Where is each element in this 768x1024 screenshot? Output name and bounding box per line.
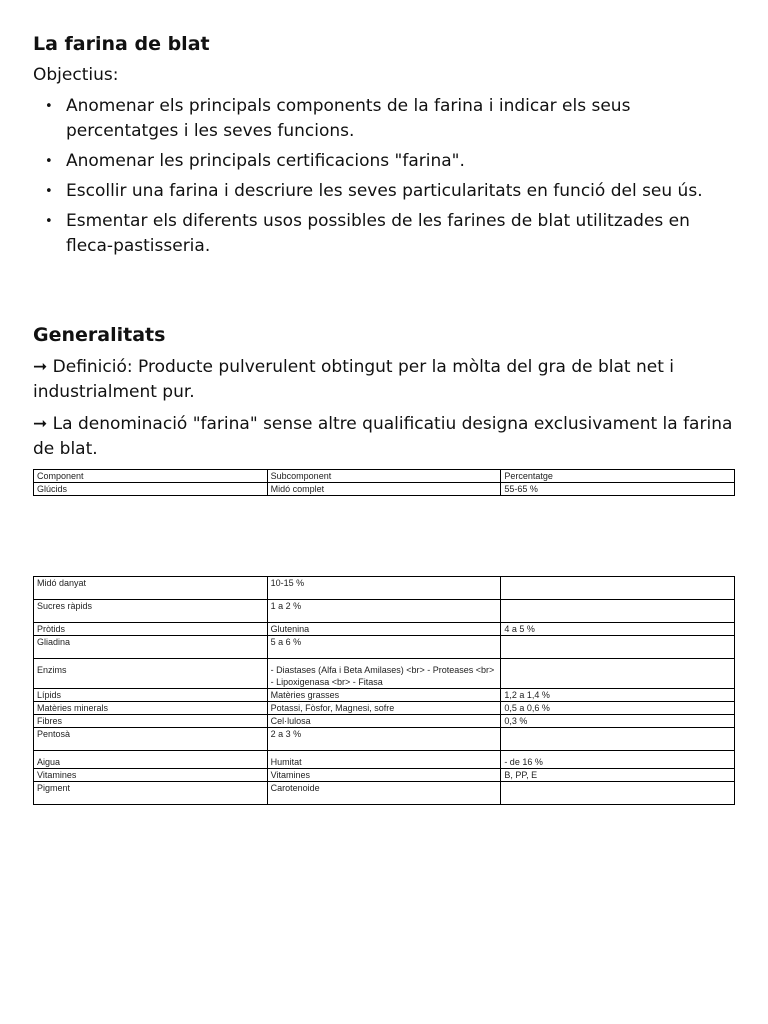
bullet-icon: • [45, 214, 53, 229]
objective-text: Anomenar els principals components de la farina i indicar els seus percentatges i les seves funcions. [66, 96, 631, 141]
table-cell: Midó danyat [34, 577, 268, 600]
table-cell: Fibres [34, 715, 268, 728]
table-cell: Glúcids [34, 483, 268, 496]
definition-paragraph: ➞ Definició: Producte pulverulent obtingut per la mòlta del gra de blat net i industrialment pur. [33, 357, 675, 402]
table-cell: Glutenina [267, 623, 501, 636]
denomination-paragraph: ➞ La denominació "farina" sense altre qualificatiu designa exclusivament la farina de blat. [33, 414, 733, 459]
table-cell: 0,5 a 0,6 % [501, 702, 735, 715]
table-row [34, 728, 735, 751]
table-cell: Carotenoide [267, 782, 501, 805]
table-cell: Pentosà [34, 728, 268, 751]
table-cell: Lípids [34, 689, 268, 702]
table-cell: - Diastases (Alfa i Beta Amilases) <br> - Proteases <br> - Lipoxigenasa <br> - Fitasa [267, 659, 501, 689]
objective-text: Esmentar els diferents usos possibles de les farines de blat utilitzades en fleca-pastisseria. [66, 211, 690, 256]
list-item [33, 94, 735, 144]
table-cell: 2 a 3 % [267, 728, 501, 751]
list-item [33, 149, 735, 174]
table-cell: Subcomponent [267, 470, 501, 483]
table-cell: Sucres ràpids [34, 600, 268, 623]
table-cell: 1 a 2 % [267, 600, 501, 623]
table-cell: 4 a 5 % [501, 623, 735, 636]
table-cell: Pigment [34, 782, 268, 805]
table-cell [501, 659, 735, 689]
table-row [34, 470, 735, 483]
table-cell: 55-65 % [501, 483, 735, 496]
table-cell: Humitat [267, 751, 501, 769]
table-cell [501, 600, 735, 623]
table-cell: B, PP, E [501, 769, 735, 782]
table-cell: Potassi, Fòsfor, Magnesi, sofre [267, 702, 501, 715]
table-cell: 1,2 a 1,4 % [501, 689, 735, 702]
table-row [34, 769, 735, 782]
table-cell [501, 577, 735, 600]
table-row [34, 782, 735, 805]
table-row [34, 702, 735, 715]
table-cell: Enzims [34, 659, 268, 689]
table-cell [501, 636, 735, 659]
table-cell: Vitamines [34, 769, 268, 782]
table-cell: Vitamines [267, 769, 501, 782]
table-row [34, 623, 735, 636]
components-table-body [33, 576, 735, 805]
table-cell: Midó complet [267, 483, 501, 496]
objective-text: Escollir una farina i descriure les seves particularitats en funció del seu ús. [66, 181, 703, 201]
table-cell: - de 16 % [501, 751, 735, 769]
objective-text: Anomenar les principals certificacions "farina". [66, 151, 465, 171]
bullet-icon: • [45, 184, 53, 199]
table-row [34, 659, 735, 689]
table-cell: 0,3 % [501, 715, 735, 728]
table-cell: Cel·lulosa [267, 715, 501, 728]
table-row [34, 751, 735, 769]
table-cell [501, 728, 735, 751]
objectives-label: Objectius: [33, 65, 119, 85]
table-cell: Percentatge [501, 470, 735, 483]
table-cell: Aigua [34, 751, 268, 769]
table-row [34, 483, 735, 496]
section-title: Generalitats [33, 324, 166, 346]
table-cell: Matèries grasses [267, 689, 501, 702]
table-row [34, 600, 735, 623]
table-row [34, 689, 735, 702]
table-cell [501, 782, 735, 805]
bullet-icon: • [45, 99, 53, 114]
bullet-icon: • [45, 154, 53, 169]
table-cell: Pròtids [34, 623, 268, 636]
table-row [34, 636, 735, 659]
page-title: La farina de blat [33, 33, 210, 55]
table-cell: 10-15 % [267, 577, 501, 600]
list-item [33, 209, 735, 259]
table-row [34, 577, 735, 600]
table-cell: Matèries minerals [34, 702, 268, 715]
table-cell: Gliadina [34, 636, 268, 659]
objectives-list [33, 94, 735, 264]
list-item [33, 179, 735, 204]
table-row [34, 715, 735, 728]
table-cell: Component [34, 470, 268, 483]
table-cell: 5 a 6 % [267, 636, 501, 659]
components-table-header [33, 469, 735, 496]
